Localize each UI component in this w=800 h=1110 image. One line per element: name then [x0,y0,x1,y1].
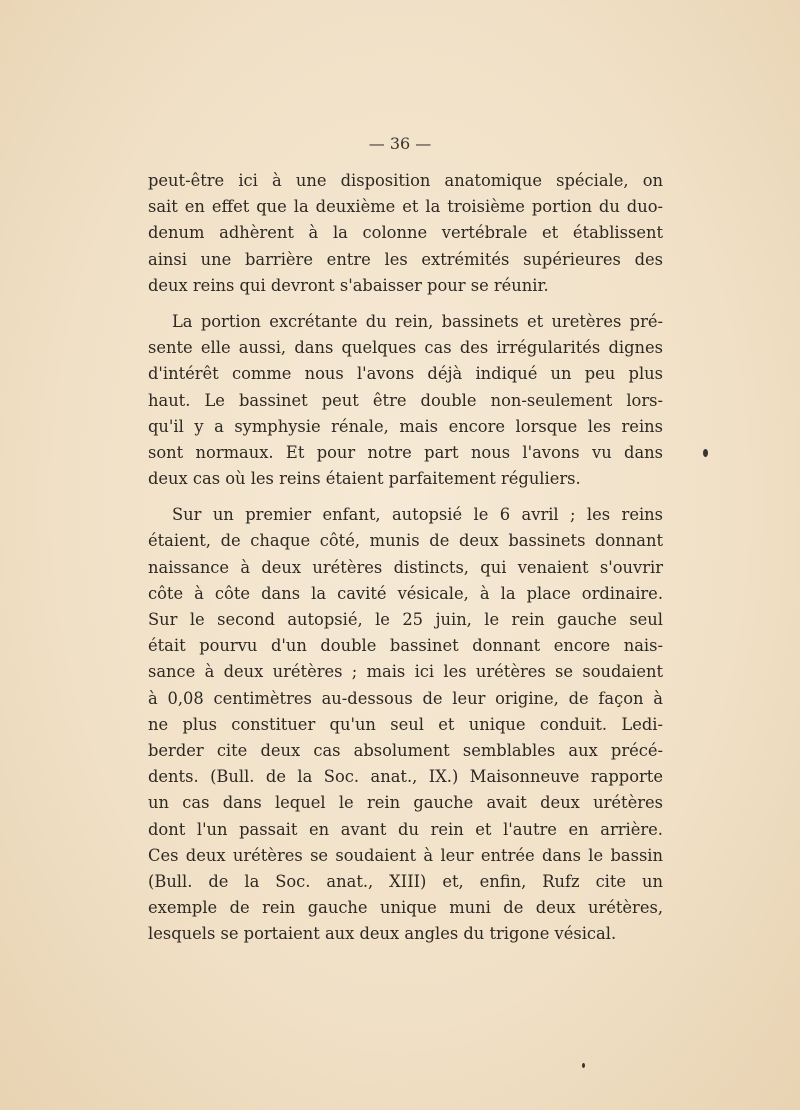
text-line: denum adhèrent à la colonne vertébrale et établissent [148,223,663,243]
text-line: haut. Le bassinet peut être double non-seulement lors- [148,390,663,410]
text-line: côte à côte dans la cavité vésicale, à la place ordinaire. [148,583,663,603]
body-text [148,168,663,947]
text-line: deux reins qui devront s'abaisser pour se réunir. [148,275,549,295]
text-line: sance à deux urétères ; mais ici les urétères se soudaient [148,662,663,682]
ink-speck [703,449,708,457]
text-line: était pourvu d'un double bassinet donnant encore nais- [148,636,663,656]
text-line: Sur un premier enfant, autopsié le 6 avril ; les reins [172,505,663,525]
text-line: peut-être ici à une disposition anatomique spéciale, on [148,171,663,190]
text-line: naissance à deux urétères distincts, qui venaient s'ouvrir [148,557,663,577]
text-line: La portion excrétante du rein, bassinets et uretères pré- [172,311,663,331]
text-line: Sur le second autopsié, le 25 juin, le rein gauche seul [148,610,663,629]
ink-speck [582,1063,585,1068]
text-line: dents. (Bull. de la Soc. anat., IX.) Maisonneuve rapporte [148,767,663,787]
text-line: berder cite deux cas absolument semblables aux précé- [148,740,663,760]
text-line: un cas dans lequel le rein gauche avait deux urétères [148,793,663,813]
page-number: — 36 — [368,134,432,153]
text-line: deux cas où les reins étaient parfaitement réguliers. [148,469,581,489]
text-line: (Bull. de la Soc. anat., XIII) et, enfin, Rufz cite un [148,871,663,891]
text-line: Ces deux urétères se soudaient à leur entrée dans le bassin [148,845,663,865]
text-line: à 0,08 centimètres au-dessous de leur origine, de façon à [148,688,663,708]
text-line: dont l'un passait en avant du rein et l'autre en arrière. [148,819,663,839]
text-line: exemple de rein gauche unique muni de deux urétères, [148,898,663,918]
text-line: qu'il y a symphysie rénale, mais encore lorsque les reins [148,416,663,436]
text-line: étaient, de chaque côté, munis de deux bassinets donnant [148,531,663,551]
text-line: ainsi une barrière entre les extrémités supérieures des [148,249,663,269]
text-line: sait en effet que la deuxième et la troisième portion du duo- [148,197,663,217]
text-line: lesquels se portaient aux deux angles du trigone vésical. [148,924,617,944]
text-line: sente elle aussi, dans quelques cas des irrégularités dignes [148,338,663,358]
text-line: sont normaux. Et pour notre part nous l'avons vu dans [148,442,663,462]
text-line: ne plus constituer qu'un seul et unique conduit. Ledi- [148,714,663,734]
text-line: d'intérêt comme nous l'avons déjà indiqué un peu plus [148,364,663,384]
